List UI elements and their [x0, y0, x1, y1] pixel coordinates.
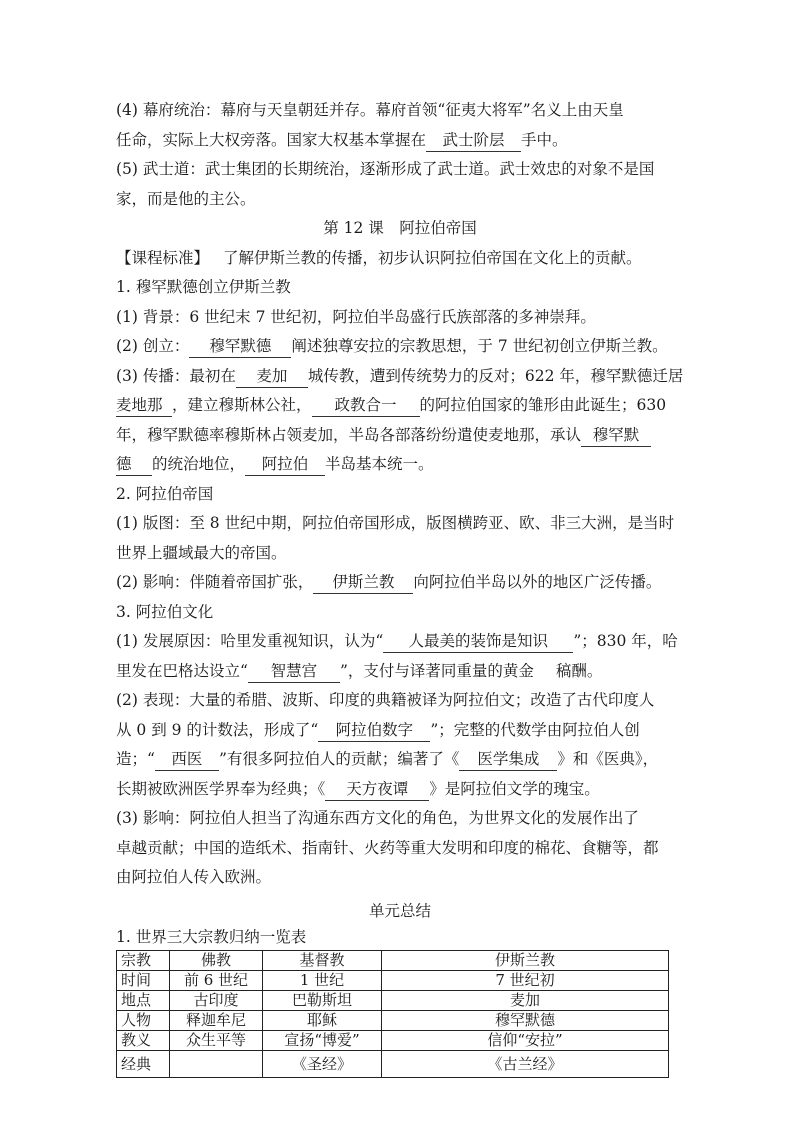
paragraph-founding: (2) 创立： 穆罕默德 阐述独尊安拉的宗教思想，于 7 世纪初创立伊斯兰教。: [116, 332, 684, 362]
paragraph-reason-2: 里发在巴格达设立“ 智慧宫 ”，支付与译著同重量的黄金 稿酬。: [116, 657, 684, 687]
paragraph-territory-1: (1) 版图：至 8 世纪中期，阿拉伯帝国形成，版图横跨亚、欧、非三大洲，是当时: [116, 514, 675, 532]
table-cell: [170, 1051, 263, 1078]
table-title: 1. 世界三大宗教归纳一览表: [116, 928, 307, 946]
paragraph-bushido-2: 家，而是他的主公。: [116, 189, 256, 208]
paragraph-influence: (2) 影响：伴随着帝国扩张， 伊斯兰教 向阿拉伯半岛以外的地区广泛传播。: [116, 568, 684, 598]
paragraph-spread-4: 德 的统治地位， 阿拉伯 半岛基本统一。: [116, 450, 684, 480]
answer-blank: 伊斯兰教: [313, 571, 413, 594]
paragraph-expression-2: 从 0 到 9 的计数法，形成了“ 阿拉伯数字 ”；完整的代数学由阿拉伯人创: [116, 716, 684, 746]
answer-blank: 麦地那: [116, 394, 172, 417]
table-cell: 穆罕默德: [382, 1011, 669, 1031]
table-cell: 1 世纪: [263, 971, 382, 991]
course-standard-tag: 【课程标准】: [116, 248, 210, 267]
table-cell: 《古兰经》: [382, 1051, 669, 1078]
paragraph-impact-1: (3) 影响：阿拉伯人担当了沟通东西方文化的角色，为世界文化的发展作出了: [116, 809, 639, 827]
table-cell: 古印度: [170, 991, 263, 1011]
paragraph-background: (1) 背景：6 世纪末 7 世纪初，阿拉伯半岛盛行氏族部落的多神崇拜。: [116, 307, 596, 326]
table-cell: 教义: [117, 1031, 170, 1051]
answer-blank: 西医: [155, 748, 219, 771]
lesson-title: 第 12 课 阿拉伯帝国: [323, 219, 477, 237]
paragraph-reason-1: (1) 发展原因：哈里发重视知识，认为“ 人最美的装饰是知识 ”；830 年，哈: [116, 627, 684, 657]
table-cell: 麦加: [382, 991, 669, 1011]
table-row: [117, 1031, 669, 1051]
table-cell: 宣扬“博爱”: [263, 1031, 382, 1051]
section-heading: 3. 阿拉伯文化: [116, 602, 214, 621]
paragraph-impact-2: 卓越贡献；中国的造纸术、指南针、火药等重大发明和印度的棉花、食糖等，都: [116, 838, 659, 857]
paragraph-shogunate-1: (4) 幕府统治：幕府与天皇朝廷并存。幕府首领“征夷大将军”名义上由天皇: [116, 101, 624, 119]
paragraph-spread-2: 麦地那 ，建立穆斯林公社， 政教合一 的阿拉伯国家的雏形由此诞生；630: [116, 391, 684, 421]
table-row: [117, 951, 669, 971]
paragraph-expression-1: (2) 表现：大量的希腊、波斯、印度的典籍被译为阿拉伯文；改造了古代印度人: [116, 691, 655, 709]
table-cell: 宗教: [117, 951, 170, 971]
table-row: [117, 1051, 669, 1078]
answer-blank: 人最美的装饰是知识: [383, 630, 573, 653]
summary-title: 单元总结: [368, 901, 431, 920]
answer-blank: 穆罕默: [581, 424, 651, 447]
paragraph-expression-4: 长期被欧洲医学界奉为经典；《 天方夜谭 》是阿拉伯文学的瑰宝。: [116, 775, 684, 805]
course-standard: 【课程标准】 了解伊斯兰教的传播，初步认识阿拉伯帝国在文化上的贡献。: [116, 248, 642, 267]
paragraph-territory-2: 世界上疆域最大的帝国。: [116, 543, 287, 562]
answer-blank: 政教合一: [312, 394, 420, 417]
table-cell: 时间: [117, 971, 170, 991]
answer-blank: 穆罕默德: [189, 335, 291, 358]
table-cell: 基督教: [263, 951, 382, 971]
answer-blank: 天方夜谭: [325, 778, 429, 801]
table-cell: 伊斯兰教: [382, 951, 669, 971]
table-cell: 7 世纪初: [382, 971, 669, 991]
table-cell: 地点: [117, 991, 170, 1011]
answer-blank: 德: [116, 453, 152, 476]
answer-blank: 阿拉伯数字: [318, 719, 430, 742]
table-cell: 人物: [117, 1011, 170, 1031]
table-cell: 佛教: [170, 951, 263, 971]
paragraph-shogunate-2: 任命，实际上大权旁落。国家大权基本掌握在 武士阶层 手中。: [116, 126, 684, 156]
paragraph-expression-3: 造；“ 西医 ”有很多阿拉伯人的贡献；编著了《 医学集成 》和《医典》，: [116, 745, 684, 775]
table-cell: 信仰“安拉”: [382, 1031, 669, 1051]
answer-blank: 智慧宫: [248, 660, 340, 683]
table-cell: 众生平等: [170, 1031, 263, 1051]
table-cell: 《圣经》: [263, 1051, 382, 1078]
paragraph-spread-1: (3) 传播：最初在 麦加 城传教，遭到传统势力的反对；622 年，穆罕默德迁居: [116, 362, 684, 392]
table-cell: 巴勒斯坦: [263, 991, 382, 1011]
table-cell: 释迦牟尼: [170, 1011, 263, 1031]
answer-blank: 阿拉伯: [245, 453, 325, 476]
table-cell: 前 6 世纪: [170, 971, 263, 991]
paragraph-impact-3: 由阿拉伯人传入欧洲。: [116, 868, 272, 886]
table-row: [117, 1011, 669, 1031]
answer-blank: 医学集成: [459, 748, 557, 771]
table-row: [117, 971, 669, 991]
table-row: [117, 991, 669, 1011]
table-cell: 经典: [117, 1051, 170, 1078]
religions-table: [116, 950, 669, 1078]
answer-blank: 武士阶层: [426, 129, 521, 152]
section-heading: 2. 阿拉伯帝国: [116, 484, 214, 503]
table-cell: 耶稣: [263, 1011, 382, 1031]
answer-blank: 麦加: [236, 365, 308, 388]
paragraph-bushido-1: (5) 武士道：武士集团的长期统治，逐渐形成了武士道。武士效忠的对象不是国: [116, 160, 655, 178]
paragraph-spread-3: 年，穆罕默德率穆斯林占领麦加，半岛各部落纷纷遣使麦地那，承认 穆罕默: [116, 421, 684, 451]
section-heading: 1. 穆罕默德创立伊斯兰教: [116, 278, 291, 296]
